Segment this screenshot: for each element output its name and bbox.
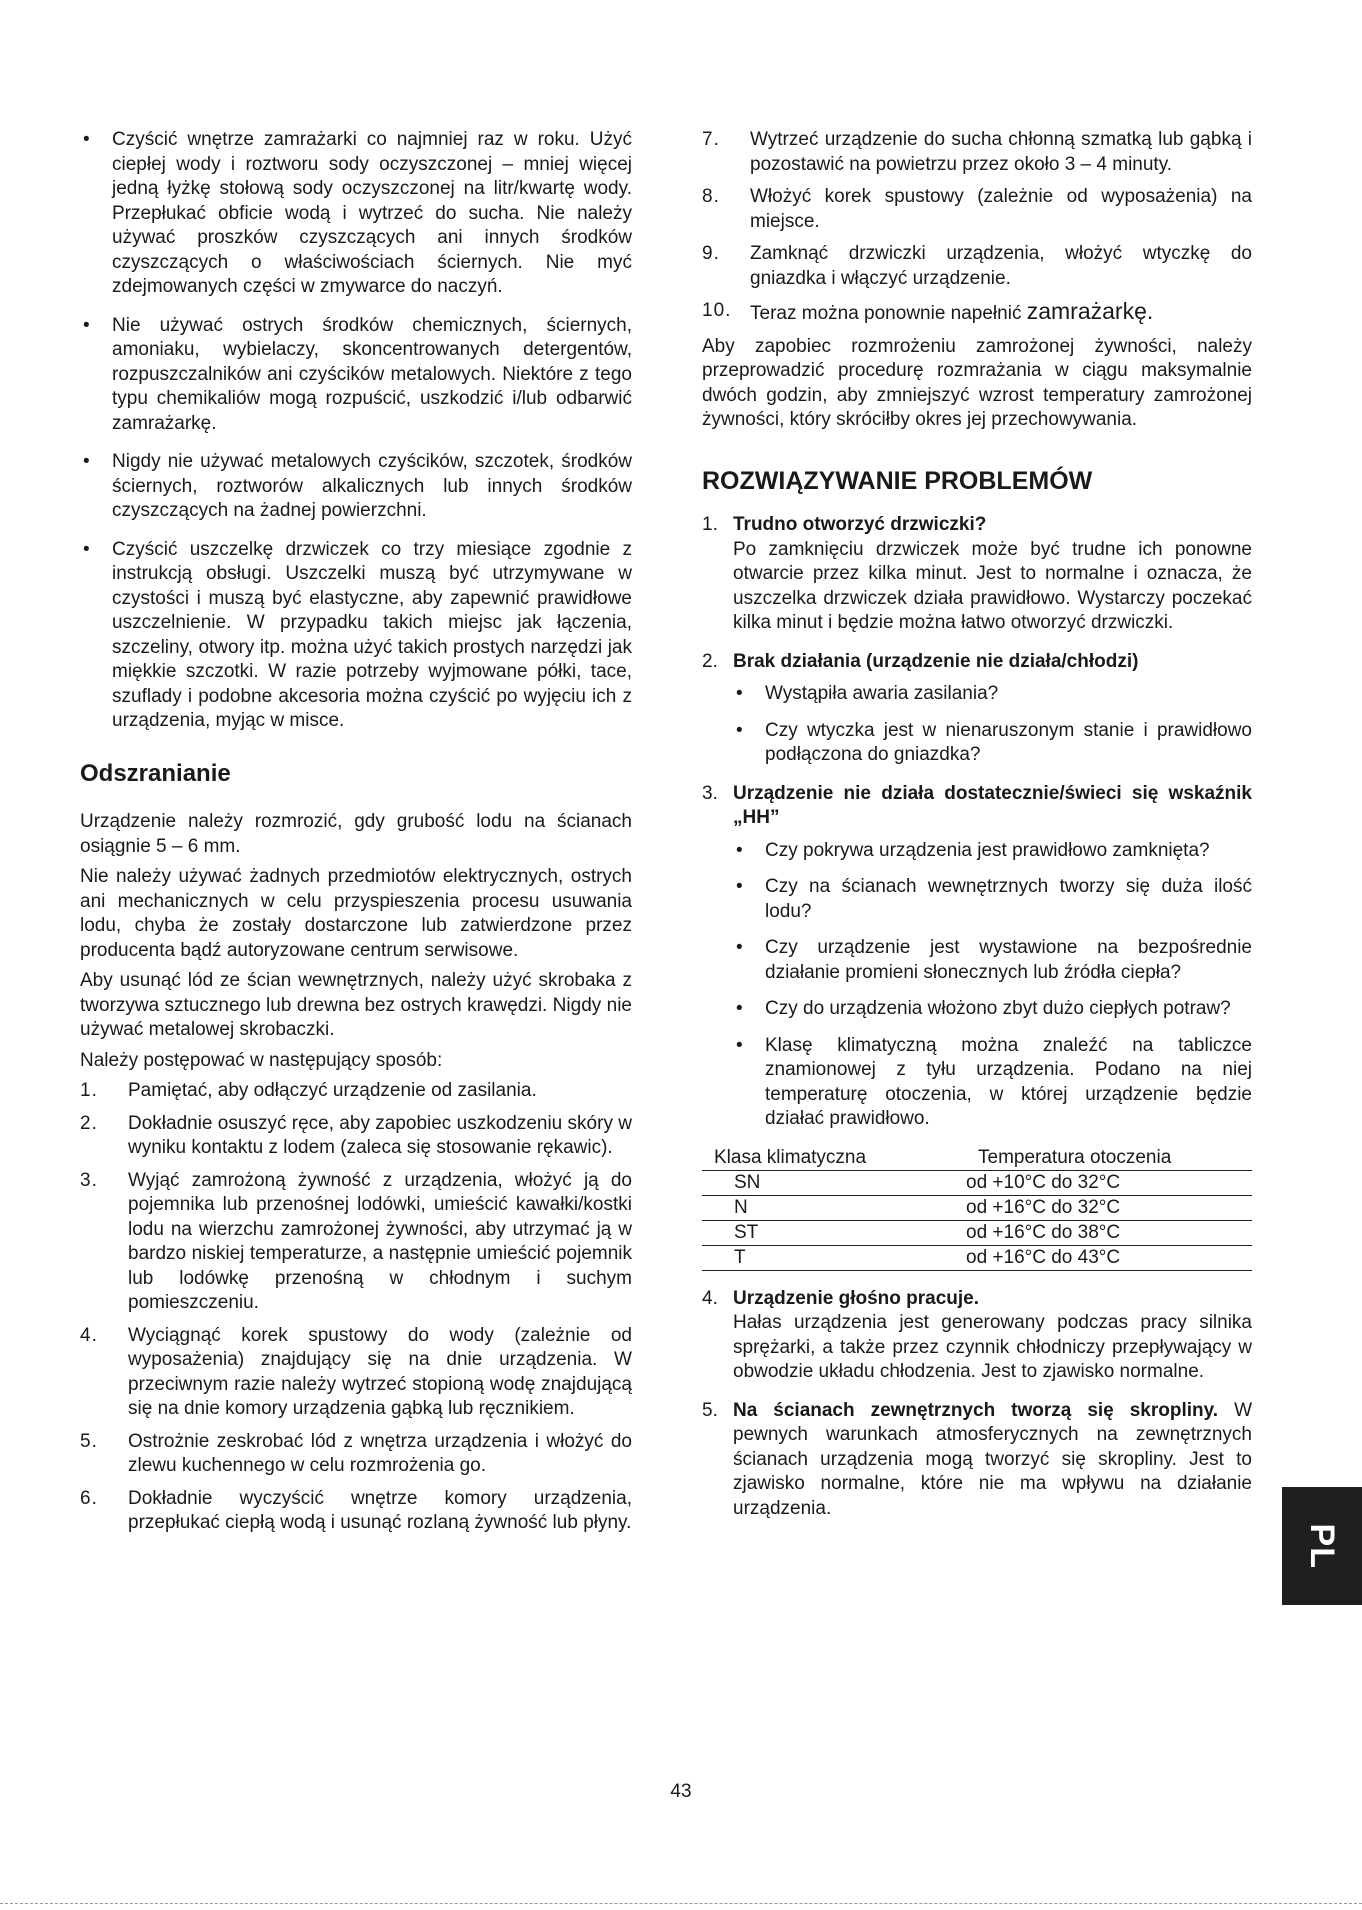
list-item: • Wystąpiła awaria zasilania?	[733, 682, 1252, 707]
cleaning-bullet-list	[80, 128, 632, 734]
step-text: Dokładnie osuszyć ręce, aby zapobiec uszkodzeniu skóry w wyniku kontaktu z lodem (zaleca się stosowanie rękawic).	[128, 1112, 632, 1158]
step-text: Wyjąć zamrożoną żywność z urządzenia, włożyć ją do pojemnika lub przenośnej lodówki, umieścić kawałki/kostki lodu na wierzchu zamrożonej żywności, aby utrzymać ją w bardzo niskiej temperaturze, a następnie umieścić pojemnik lub lodówkę przenośną w chłodnym i suchym pomieszczeniu.	[128, 1169, 632, 1313]
step-item	[702, 185, 1252, 234]
step-number: 3.	[80, 1169, 98, 1191]
defrost-steps-list	[80, 1079, 632, 1536]
bottom-divider	[0, 1903, 1362, 1904]
problem-item	[702, 1287, 1252, 1385]
problem-list-continued	[702, 1287, 1252, 1522]
problem-title: Trudno otworzyć drzwiczki?	[733, 514, 987, 535]
problem-item	[702, 782, 1252, 1132]
problem-number: 1.	[702, 514, 718, 535]
step-text: Włożyć korek spustowy (zależnie od wyposażenia) na miejsce.	[750, 186, 1252, 232]
table-row	[702, 1245, 1252, 1270]
table-cell: ST	[702, 1220, 966, 1245]
table-cell: N	[702, 1195, 966, 1220]
step-item	[702, 299, 1252, 327]
step-number: 10.	[702, 300, 732, 321]
table-cell: od +16°C do 32°C	[966, 1195, 1252, 1220]
step-text-emphasis: zamrażarkę.	[1026, 298, 1154, 324]
step-item	[702, 242, 1252, 291]
paragraph: Urządzenie należy rozmrozić, gdy grubość lodu na ścianach osiągnie 5 – 6 mm.	[80, 811, 632, 857]
step-item	[80, 1079, 632, 1104]
problem-text	[733, 1399, 1252, 1522]
step-text: Teraz można ponownie napełnić	[750, 303, 1022, 324]
step-number: 5.	[80, 1430, 98, 1452]
right-column	[702, 128, 1252, 1535]
table-header-temperature: Temperatura otoczenia	[978, 1146, 1172, 1168]
left-column	[80, 128, 632, 1544]
list-item: • Czyścić wnętrze zamrażarki co najmniej raz w roku. Użyć ciepłej wody i roztworu sody oczyszczonej – mniej więcej jedną łyżkę stołową sody oczyszczonej na litr/kwartę wody. Przepłukać obficie wodą i wytrzeć do sucha. Nie należy używać proszków czyszczących ani innych środków czyszczących o właściwościach ściernych. Nie myć zdejmowanych części w zmywarce do naczyń.	[80, 128, 632, 300]
table-cell: od +16°C do 43°C	[966, 1245, 1252, 1270]
step-number: 4.	[80, 1324, 98, 1346]
step-number: 7.	[702, 129, 720, 150]
page-number: 43	[670, 1781, 692, 1802]
problem-number: 3.	[702, 782, 718, 804]
step-text: Pamiętać, aby odłączyć urządzenie od zasilania.	[128, 1080, 537, 1101]
problem-list	[702, 513, 1252, 1132]
step-text: Wytrzeć urządzenie do sucha chłonną szmatką lub gąbką i pozostawić na powietrzu przez około 3 – 4 minuty.	[750, 129, 1252, 175]
defrost-steps-continued	[702, 128, 1252, 327]
problem-bullets	[733, 682, 1252, 768]
table-cell: T	[702, 1245, 966, 1270]
climate-class-table	[702, 1146, 1252, 1271]
list-item: • Czy urządzenie jest wystawione na bezpośrednie działanie promieni słonecznych lub źródła ciepła?	[733, 936, 1252, 985]
list-item: • Czy wtyczka jest w nienaruszonym stanie i prawidłowo podłączona do gniazdka?	[733, 719, 1252, 768]
paragraph: Należy postępować w następujący sposób:	[80, 1049, 443, 1071]
problem-number: 2.	[702, 650, 718, 672]
table-row	[702, 1195, 1252, 1220]
list-item: • Czyścić uszczelkę drzwiczek co trzy miesiące zgodnie z instrukcją obsługi. Uszczelki muszą być utrzymywane w czystości i muszą być elastyczne, aby zapewnić prawidłowe uszczelnienie. W przypadku takich miejsc jak łączenia, szczeliny, otwory itp. można użyć takich prostych narzędzi jak miękkie szczotki. W razie potrzeby wyjmowane półki, tace, szuflady i podobne akcesoria można czyścić po wyjęciu ich z urządzenia, myjąc w misce.	[80, 538, 632, 734]
problem-text: Po zamknięciu drzwiczek może być trudne ich ponowne otwarcie przez kilka minut. Jest to normalne i oznacza, że uszczelka drzwiczek działa prawidłowo. Wystarczy poczekać kilka minut i będzie można łatwo otworzyć drzwiczki.	[733, 538, 1252, 633]
step-text: Wyciągnąć korek spustowy do wody (zależnie od wyposażenia) znajdujący się na dnie urządzenia. W przeciwnym razie należy wytrzeć stopioną wodę znajdującą się na dnie komory urządzenia gąbką lub ręcznikiem.	[128, 1324, 632, 1419]
step-number: 9.	[702, 243, 720, 264]
step-text: Dokładnie wyczyścić wnętrze komory urządzenia, przepłukać ciepłą wodą i usunąć rozlaną żywność lub płyny.	[128, 1487, 632, 1533]
step-number: 1.	[80, 1080, 98, 1101]
problem-item	[702, 650, 1252, 768]
problem-title: Na ścianach zewnętrznych tworzą się skropliny.	[733, 1399, 1219, 1421]
defrost-heading: Odszranianie	[80, 759, 231, 787]
problem-text-body: W pewnych warunkach atmosferycznych na zewnętrznych ścianach urządzenia mogą tworzyć się skropliny. Jest to zjawisko normalne, które nie ma wpływu na działanie urządzenia.	[733, 1399, 1252, 1519]
step-text: Ostrożnie zeskrobać lód z wnętrza urządzenia i włożyć do zlewu kuchennego w celu rozmrożenia go.	[128, 1430, 632, 1476]
list-item: • Nie używać ostrych środków chemicznych, ściernych, amoniaku, wybielaczy, skoncentrowanych detergentów, rozpuszczalników ani czyścików metalowych. Niektóre z tego typu chemikaliów mogą rozpuścić, uszkodzić i/lub odbarwić zamrażarkę.	[80, 314, 632, 437]
step-number: 8.	[702, 186, 720, 207]
problem-title: Urządzenie głośno pracuje.	[733, 1287, 979, 1309]
problem-title: Urządzenie nie działa dostatecznie/świeci się wskaźnik „HH”	[733, 782, 1252, 828]
step-item	[80, 1324, 632, 1422]
step-item	[80, 1430, 632, 1479]
step-number: 2.	[80, 1112, 98, 1134]
language-tab	[1282, 1487, 1362, 1605]
paragraph: Nie należy używać żadnych przedmiotów elektrycznych, ostrych ani mechanicznych w celu przyspieszenia procesu usuwania lodu, chyba że zostały dostarczone lub zatwierdzone przez producenta bądź autoryzowane centrum serwisowe.	[80, 866, 632, 961]
problem-item	[702, 513, 1252, 636]
problem-title: Brak działania (urządzenie nie działa/chłodzi)	[733, 650, 1139, 672]
step-item	[80, 1112, 632, 1161]
paragraph: Aby zapobiec rozmrożeniu zamrożonej żywności, należy przeprowadzić procedurę rozmrażania w ciągu maksymalnie dwóch godzin, aby zmniejszyć wzrost temperatury zamrożonej żywności, który skróciłby okres jej przechowywania.	[702, 335, 1252, 430]
list-item: • Czy na ścianach wewnętrznych tworzy się duża ilość lodu?	[733, 875, 1252, 924]
problem-text: Hałas urządzenia jest generowany podczas pracy silnika sprężarki, a także przez czynnik chłodniczy przepływający w obwodzie układu chłodzenia. Jest to zjawisko normalne.	[733, 1312, 1252, 1382]
list-item: • Nigdy nie używać metalowych czyścików, szczotek, środków ściernych, roztworów alkalicznych lub innych środków czyszczących na żadnej powierzchni.	[80, 450, 632, 524]
list-item: • Czy pokrywa urządzenia jest prawidłowo zamknięta?	[733, 839, 1252, 864]
table-cell: od +16°C do 38°C	[966, 1220, 1252, 1245]
problem-number: 5.	[702, 1399, 718, 1421]
paragraph: Aby usunąć lód ze ścian wewnętrznych, należy użyć skrobaka z tworzywa sztucznego lub drewna bez ostrych krawędzi. Nigdy nie używać metalowej skrobaczki.	[80, 970, 632, 1040]
troubleshooting-heading: ROZWIĄZYWANIE PROBLEMÓW	[702, 466, 1093, 495]
problem-number: 4.	[702, 1287, 718, 1309]
problem-bullets	[733, 839, 1252, 1132]
problem-item	[702, 1399, 1252, 1522]
step-item	[80, 1169, 632, 1316]
table-cell: od +10°C do 32°C	[966, 1170, 1252, 1195]
table-row	[702, 1170, 1252, 1195]
step-item	[702, 128, 1252, 177]
language-tab-label: PL	[1303, 1523, 1342, 1569]
list-item: • Klasę klimatyczną można znaleźć na tabliczce znamionowej z tyłu urządzenia. Podano na niej temperaturę otoczenia, w której urządzenie będzie działać prawidłowo.	[733, 1034, 1252, 1132]
step-item	[80, 1487, 632, 1536]
step-text: Zamknąć drzwiczki urządzenia, włożyć wtyczkę do gniazdka i włączyć urządzenie.	[750, 243, 1252, 289]
step-number: 6.	[80, 1487, 98, 1509]
table-cell: SN	[702, 1170, 966, 1195]
table-header-class: Klasa klimatyczna	[714, 1146, 867, 1168]
list-item: • Czy do urządzenia włożono zbyt dużo ciepłych potraw?	[733, 997, 1252, 1022]
table-row	[702, 1220, 1252, 1245]
